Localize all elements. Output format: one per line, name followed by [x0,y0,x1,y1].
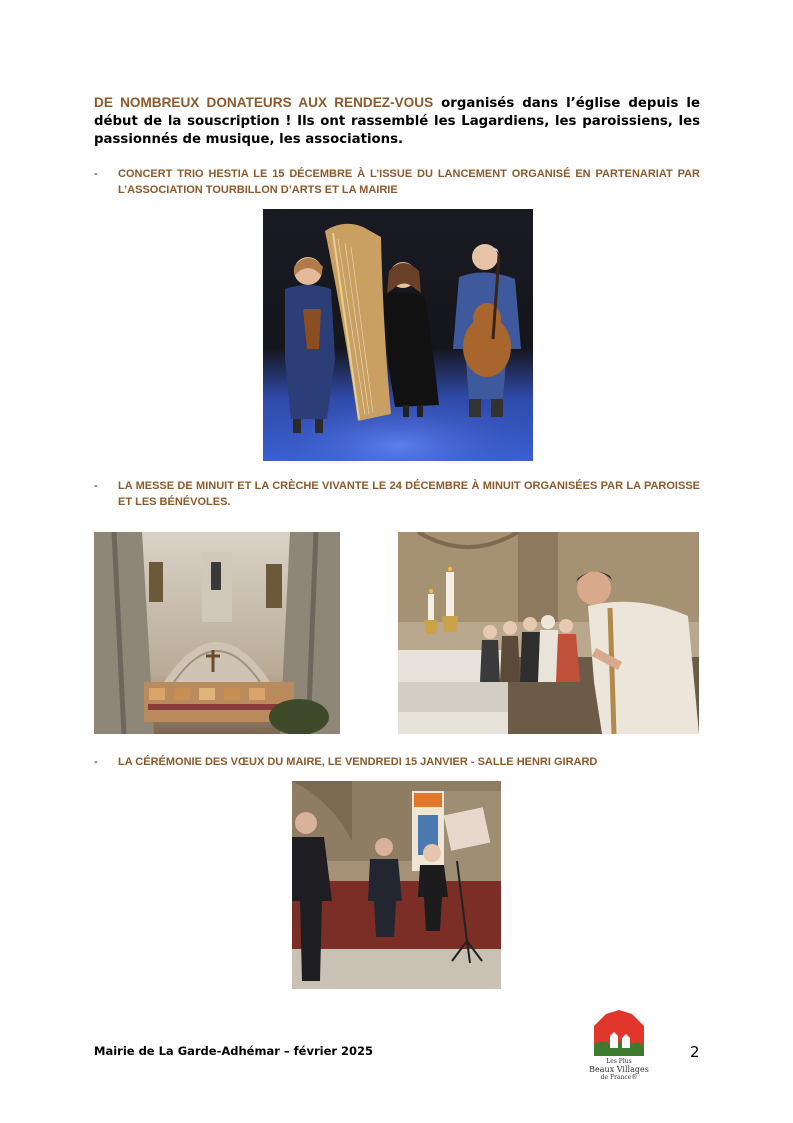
logo-line1: Les Plus [606,1058,632,1065]
footer-text: Mairie de La Garde-Adhémar – février 2025 [94,1044,374,1058]
intro-text: organisés dans l’église depuis le début de la souscription ! Ils ont rassemblé les Lagardiens, les paroissiens, les passionnés de musique, les associations. [94,96,700,147]
item-dash: - [94,756,98,768]
logo-line3: de France® [600,1074,638,1081]
item-dash: - [94,168,98,180]
logo-text [588,1058,650,1081]
intro-lead: DE NOMBREUX DONATEURS AUX RENDEZ-VOUS [94,95,434,110]
page-number: 2 [690,1043,700,1061]
item-messe [94,478,700,510]
logo-line2: Beaux Villages [589,1065,649,1074]
item-concert [94,166,700,198]
photo-ceremony-voeux [292,781,501,989]
item-voeux [94,754,700,770]
item-text: CONCERT TRIO HESTIA LE 15 DÉCEMBRE À L’ISSUE DU LANCEMENT ORGANISÉ EN PARTENARIAT PAR L’ASSOCIATION TOURBILLON D’ARTS ET LA MAIRIE [118,168,700,196]
item-dash: - [94,480,98,492]
item-text: LA CÉRÉMONIE DES VŒUX DU MAIRE, LE VENDREDI 15 JANVIER - SALLE HENRI GIRARD [118,756,598,768]
item-text: LA MESSE DE MINUIT ET LA CRÈCHE VIVANTE LE 24 DÉCEMBRE À MINUIT ORGANISÉES PAR LA PAROISSE ET LES BÉNÉVOLES. [118,480,700,508]
photo-midnight-mass [398,532,699,734]
intro-paragraph [94,94,700,149]
photo-church-interior [94,532,340,734]
photo-concert-trio [263,209,533,461]
